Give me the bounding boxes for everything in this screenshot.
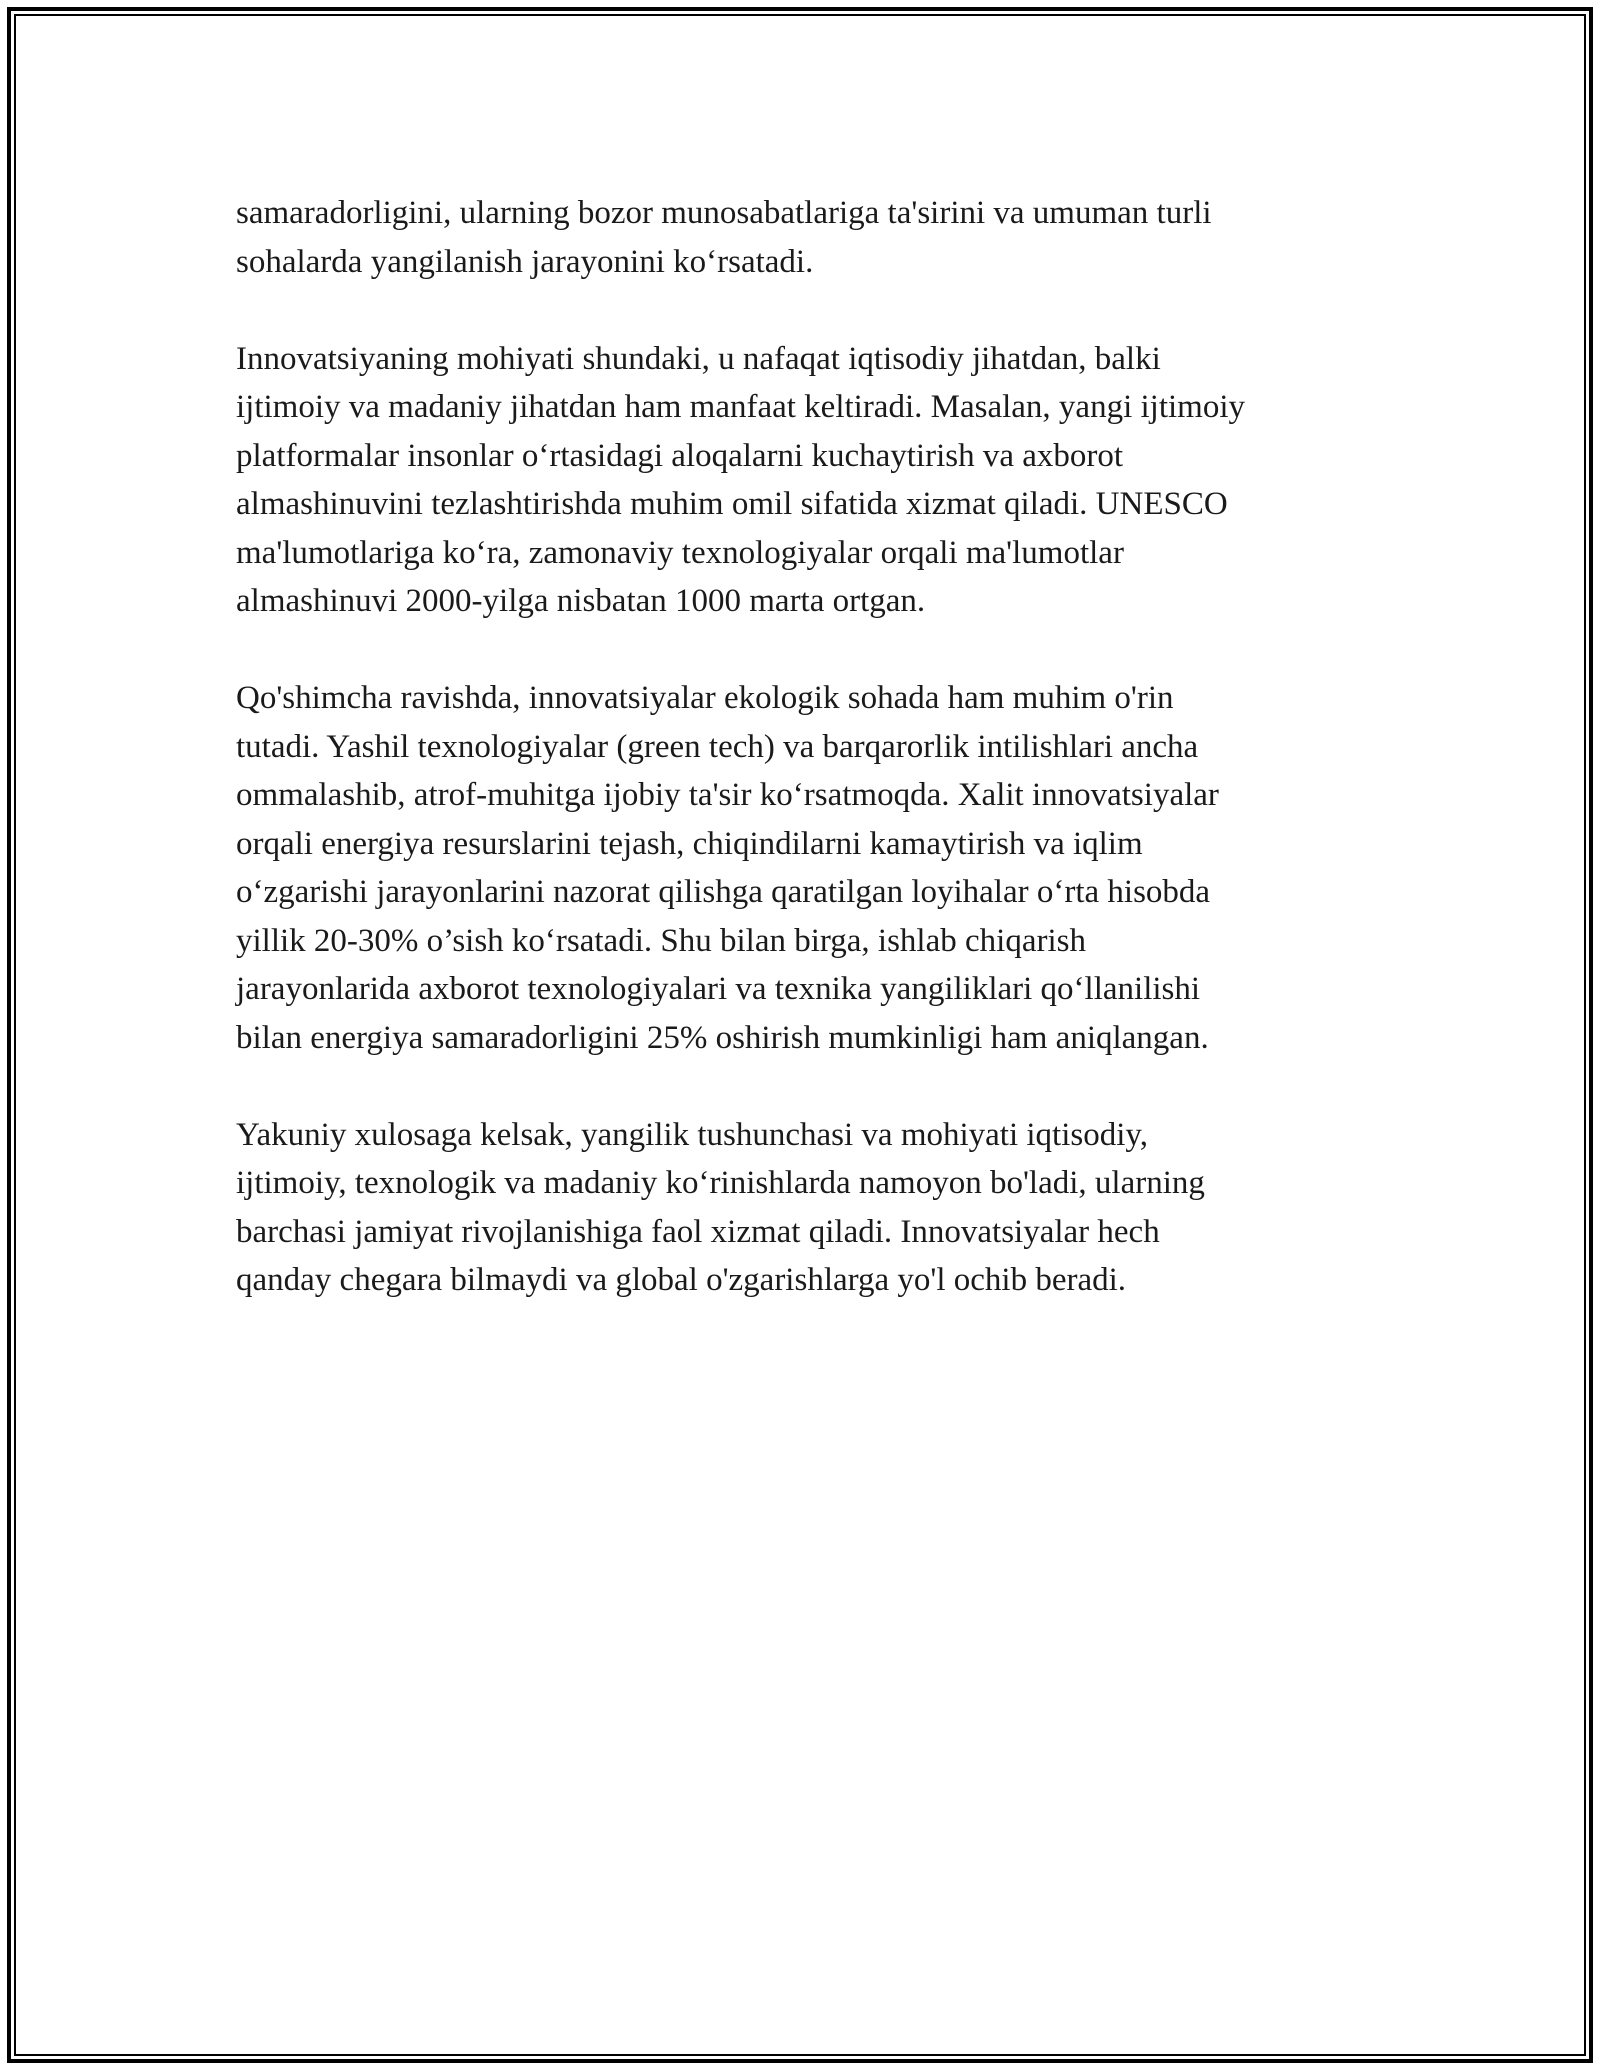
paragraph: Innovatsiyaning mohiyati shundaki, u nafaqat iqtisodiy jihatdan, balki ijtimoiy va madaniy jihatdan ham manfaat keltiradi. Masalan, yangi ijtimoiy platformalar insonlar o‘rtasidagi aloqalarni kuchaytirish va axborot almashinuvini tezlashtirishda muhim omil sifatida xizmat qiladi. UNESCO ma'lumotlariga ko‘ra, zamonaviy texnologiyalar orqali ma'lumotlar almashinuvi 2000-yilga nisbatan 1000 marta ortgan.: [236, 340, 1245, 619]
document-body: [236, 189, 1366, 1353]
paragraph: Qo'shimcha ravishda, innovatsiyalar ekologik sohada ham muhim o'rin tutadi. Yashil texnologiyalar (green tech) va barqarorlik intilishlari ancha ommalashib, atrof-muhitga ijobiy ta'sir ko‘rsatmoqda. Xalit innovatsiyalar orqali energiya resurslarini tejash, chiqindilarni kamaytirish va iqlim o‘zgarishi jarayonlarini nazorat qilishga qaratilgan loyihalar o‘rta hisobda yillik 20-30% o’sish ko‘rsatadi. Shu bilan birga, ishlab chiqarish jarayonlarida axborot texnologiyalari va texnika yangiliklari qo‘llanilishi bilan energiya samaradorligini 25% oshirish mumkinligi ham aniqlangan.: [236, 680, 1219, 1056]
paragraph: samaradorligini, ularning bozor munosabatlariga ta'sirini va umuman turli sohalarda yangilanish jarayonini ko‘rsatadi.: [236, 195, 1212, 280]
paragraph: Yakuniy xulosaga kelsak, yangilik tushunchasi va mohiyati iqtisodiy, ijtimoiy, texnologik va madaniy ko‘rinishlarda namoyon bo'ladi, ularning barchasi jamiyat rivojlanishiga faol xizmat qiladi. Innovatsiyalar hech qanday chegara bilmaydi va global o'zgarishlarga yo'l ochib beradi.: [236, 1116, 1205, 1298]
